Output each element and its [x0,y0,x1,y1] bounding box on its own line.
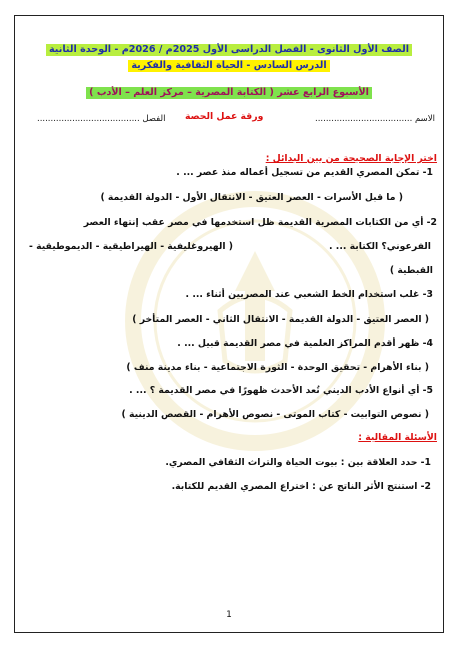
question-4-options: ( بناء الأهرام - تحقيق الوحدة - الثورة الاجتماعية - بناء مدينة منف ) [126,362,429,373]
header-line-2 [15,60,443,72]
worksheet-title: ورقة عمل الحصة [185,111,264,122]
question-5-options: ( نصوص التوابيت - كتاب الموتى - نصوص الأهرام - القصص الدينية ) [121,409,429,420]
name-field[interactable]: الاسم .................................... [315,114,435,124]
question-5: 5- أي أنواع الأدب الديني تُعد الأحدث ظهورًا في مصر القديمة ؟ ... . [129,385,433,396]
lesson-topics-week: ( الكتابة المصرية – مركز العلم – الأدب ) الأسبوع الرابع عشر [86,87,372,99]
question-1-options: ( ما قبل الأسرات - العصر العتيق - الانتقال الأول - الدولة القديمة ) [100,192,403,203]
essay-question-1: 1- حدد العلاقة بين : بيوت الحياة والتراث الثقافي المصري. [165,457,431,468]
question-2-line-1: 2- أي من الكتابات المصرية القديمة ظل استخدمها في مصر عقب إنتهاء العصر [83,217,437,228]
question-3: 3- غلب استخدام الخط الشعبي عند المصريين أثناء ... . [185,289,433,300]
class-field[interactable]: الفصل ...................................... [37,114,166,124]
essay-question-2: 2- استنتج الأثر الناتج عن : اختراع المصري القديم للكتابة. [171,481,431,492]
header-line-1 [15,44,443,56]
question-1: 1- تمكن المصري القديم من تسجيل أعماله منذ عصر ... . [176,167,433,178]
section1-title: اختر الإجابة الصحيحة من بين البدائل : [265,153,437,164]
question-3-options: ( العصر العتيق - الدولة القديمة - الانتقال الثاني - العصر المتأخر ) [132,314,429,325]
question-2-line-2: الفرعوني؟ الكتابة ... . [329,241,431,252]
section2-title: الأسئلة المقالية : [358,432,437,443]
grade-term-unit: الصف الأول الثانوى - الفصل الدراسى الأول 2025م / 2026م - الوحدة الثانية [46,44,412,56]
question-2-options: ( الهيروغليفية - الهيراطيقية - الديموطيقية - [29,241,234,252]
lesson-title: الدرس السادس - الحياة الثقافية والفكرية [128,60,329,72]
worksheet-page [14,15,444,633]
question-2-options-cont: القبطية ) [389,265,433,276]
question-4: 4- ظهر أقدم المراكز العلمية في مصر القديمة قبيل ... . [177,338,433,349]
header-line-3 [15,87,443,99]
page-number: 1 [226,610,232,620]
